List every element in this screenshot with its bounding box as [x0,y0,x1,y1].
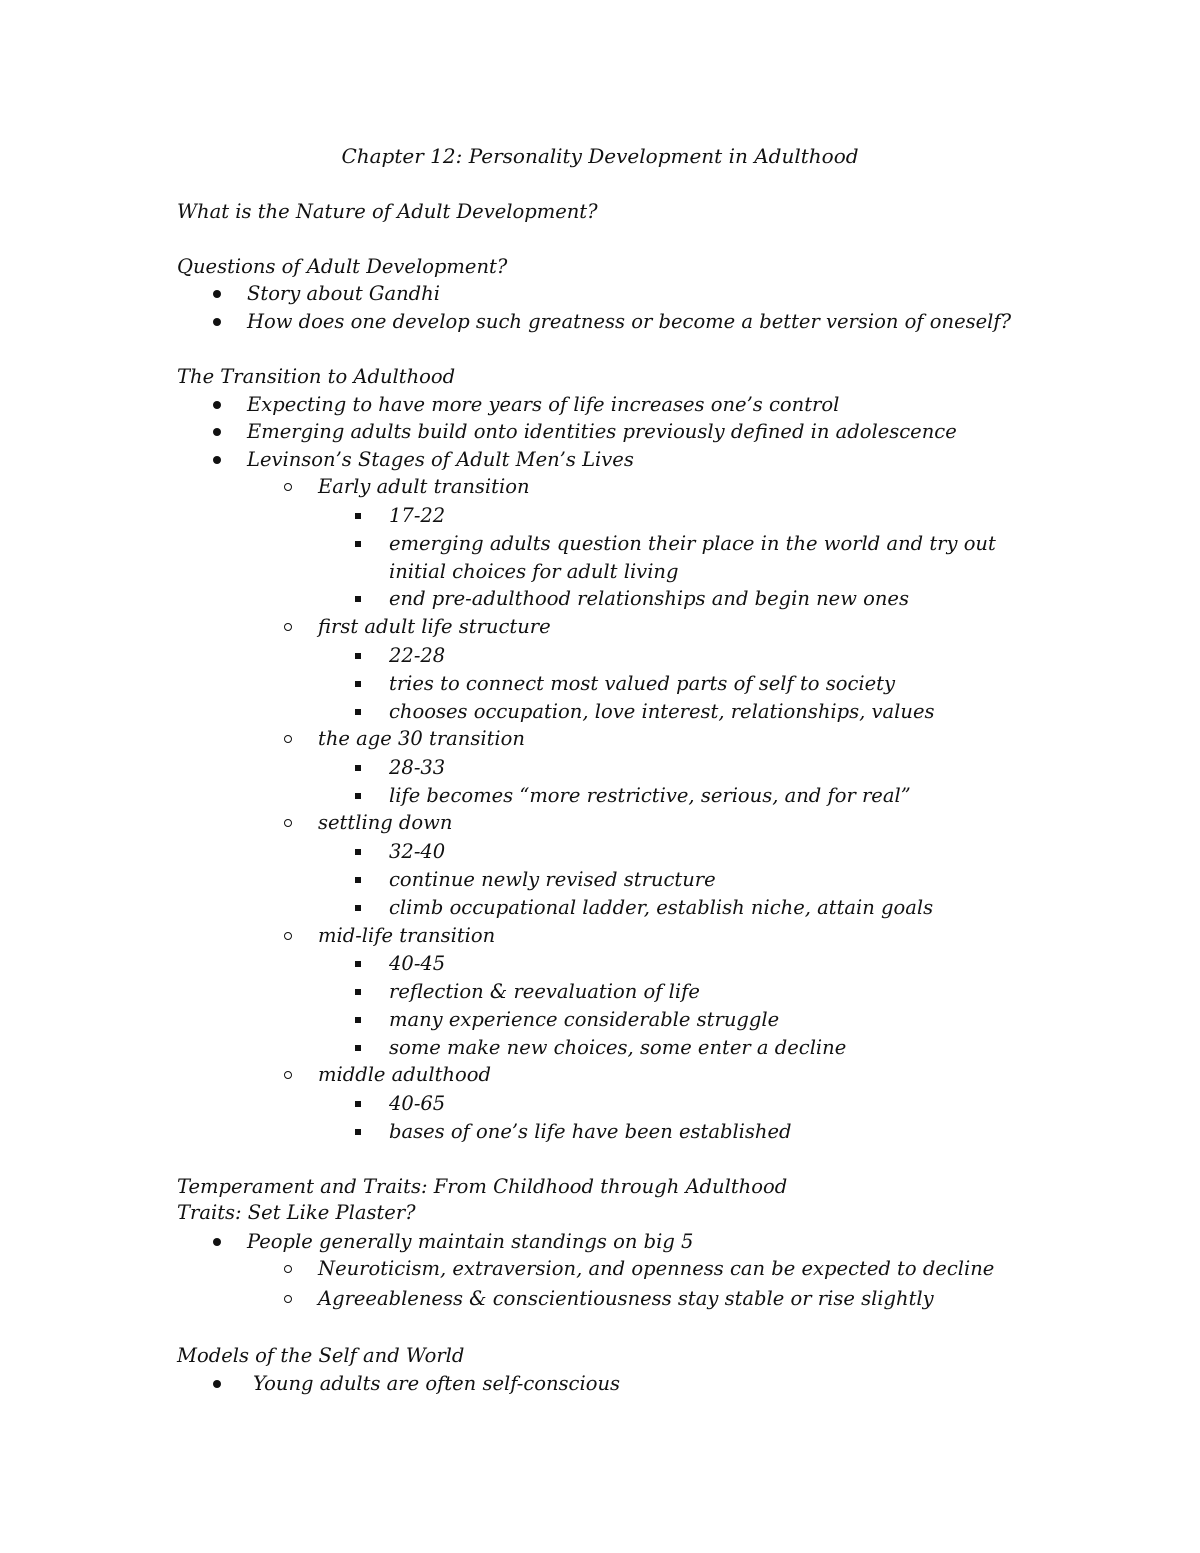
bullet-dot [213,1238,221,1246]
bullet-square [355,989,361,995]
heading-questions: Questions of Adult Development? [177,255,508,278]
stage-point-text: life becomes “more restrictive, serious, and for real” [389,784,911,807]
list-item-text: Levinson’s Stages of Adult Men’s Lives [247,448,634,471]
bullet-circle [284,623,292,631]
stage-point [389,1118,792,1146]
bullet-dot [213,428,221,436]
stage-point [389,1006,779,1034]
stage-point-text: bases of one’s life have been established [389,1120,792,1143]
bullet-circle [284,932,292,940]
stage-item [318,725,525,753]
bullet-square [355,513,361,519]
stage-point [389,502,445,530]
stage-name: the age 30 transition [318,727,525,750]
bullet-circle [284,1265,292,1273]
bullet-square [355,1017,361,1023]
stage-point [389,698,935,726]
subheading-traits: Traits: Set Like Plaster? [177,1201,416,1224]
stage-point [389,866,716,894]
list-item-text: Expecting to have more years of life increases one’s control [247,393,840,416]
bullet-square [355,1101,361,1107]
bullet-square [355,905,361,911]
stage-point [389,530,996,558]
stage-item [318,922,495,950]
list-item-text: Story about Gandhi [247,282,440,305]
stage-name: Early adult transition [318,475,530,498]
stage-point [389,642,445,670]
stage-item [318,613,551,641]
sub-list-item [318,1255,994,1283]
bullet-dot [213,401,221,409]
bullet-square [355,793,361,799]
stage-point-text: 22-28 [389,644,446,667]
stage-point-text: many experience considerable struggle [389,1008,780,1031]
bullet-circle [284,483,292,491]
list-item-text: People generally maintain standings on big 5 [247,1230,694,1253]
stage-point-text: emerging adults question their place in the world and try out [389,532,996,555]
stage-point [389,1090,445,1118]
stage-name: settling down [318,811,453,834]
list-item-text: Young adults are often self-conscious [253,1372,621,1395]
stage-point [389,894,933,922]
stage-point [389,950,445,978]
stage-point-text: 32-40 [389,840,446,863]
list-item [253,1370,620,1398]
list-item [247,308,1011,336]
stage-point [389,670,895,698]
stage-point-text: reflection & reevaluation of life [389,980,700,1003]
bullet-square [355,1045,361,1051]
list-item [247,391,839,419]
stage-point-text: 28-33 [389,756,446,779]
bullet-square [355,681,361,687]
stage-point [389,782,911,810]
heading-models: Models of the Self and World [177,1344,465,1367]
heading-temperament: Temperament and Traits: From Childhood through Adulthood [177,1175,788,1198]
sub-list-item-text: Neuroticism, extraversion, and openness can be expected to decline [318,1257,995,1280]
stage-point-text: 17-22 [389,504,446,527]
stage-point [389,585,909,613]
page-title: Chapter 12: Personality Development in Adulthood [341,144,859,168]
stage-point [389,1034,846,1062]
stage-point-text: climb occupational ladder, establish niche, attain goals [389,896,934,919]
bullet-dot [213,290,221,298]
stage-point [389,838,445,866]
list-item-text: Emerging adults build onto identities previously defined in adolescence [247,420,957,443]
stage-name: middle adulthood [318,1063,491,1086]
bullet-dot [213,1380,221,1388]
bullet-circle [284,1295,292,1303]
heading-nature: What is the Nature of Adult Development? [177,200,598,223]
stage-point-text: continue newly revised structure [389,868,716,891]
stage-point-text: 40-65 [389,1092,446,1115]
bullet-square [355,1129,361,1135]
bullet-square [355,541,361,547]
list-item [247,418,957,446]
bullet-dot [213,456,221,464]
stage-point-text: some make new choices, some enter a decline [389,1036,847,1059]
sub-list-item [318,1285,934,1313]
bullet-square [355,765,361,771]
stage-point-text: end pre-adulthood relationships and begin new ones [389,587,909,610]
stage-point-continuation: initial choices for adult living [389,560,679,583]
bullet-circle [284,819,292,827]
list-item [247,446,634,474]
bullet-square [355,653,361,659]
stage-point [389,978,700,1006]
stage-point [389,754,445,782]
stage-item [318,473,530,501]
stage-item [318,809,452,837]
stage-name: mid-life transition [318,924,496,947]
heading-transition: The Transition to Adulthood [177,365,456,388]
stage-item [318,1061,491,1089]
bullet-square [355,877,361,883]
bullet-dot [213,318,221,326]
bullet-square [355,596,361,602]
stage-name: first adult life structure [318,615,551,638]
list-item-text: How does one develop such greatness or become a better version of oneself? [247,310,1012,333]
bullet-circle [284,735,292,743]
bullet-circle [284,1071,292,1079]
stage-point-text: chooses occupation, love interest, relationships, values [389,700,935,723]
stage-point-text: 40-45 [389,952,446,975]
sub-list-item-text: Agreeableness & conscientiousness stay stable or rise slightly [318,1287,934,1310]
bullet-square [355,961,361,967]
list-item [247,1228,693,1256]
list-item [247,280,440,308]
bullet-square [355,849,361,855]
bullet-square [355,709,361,715]
stage-point-text: tries to connect most valued parts of self to society [389,672,896,695]
